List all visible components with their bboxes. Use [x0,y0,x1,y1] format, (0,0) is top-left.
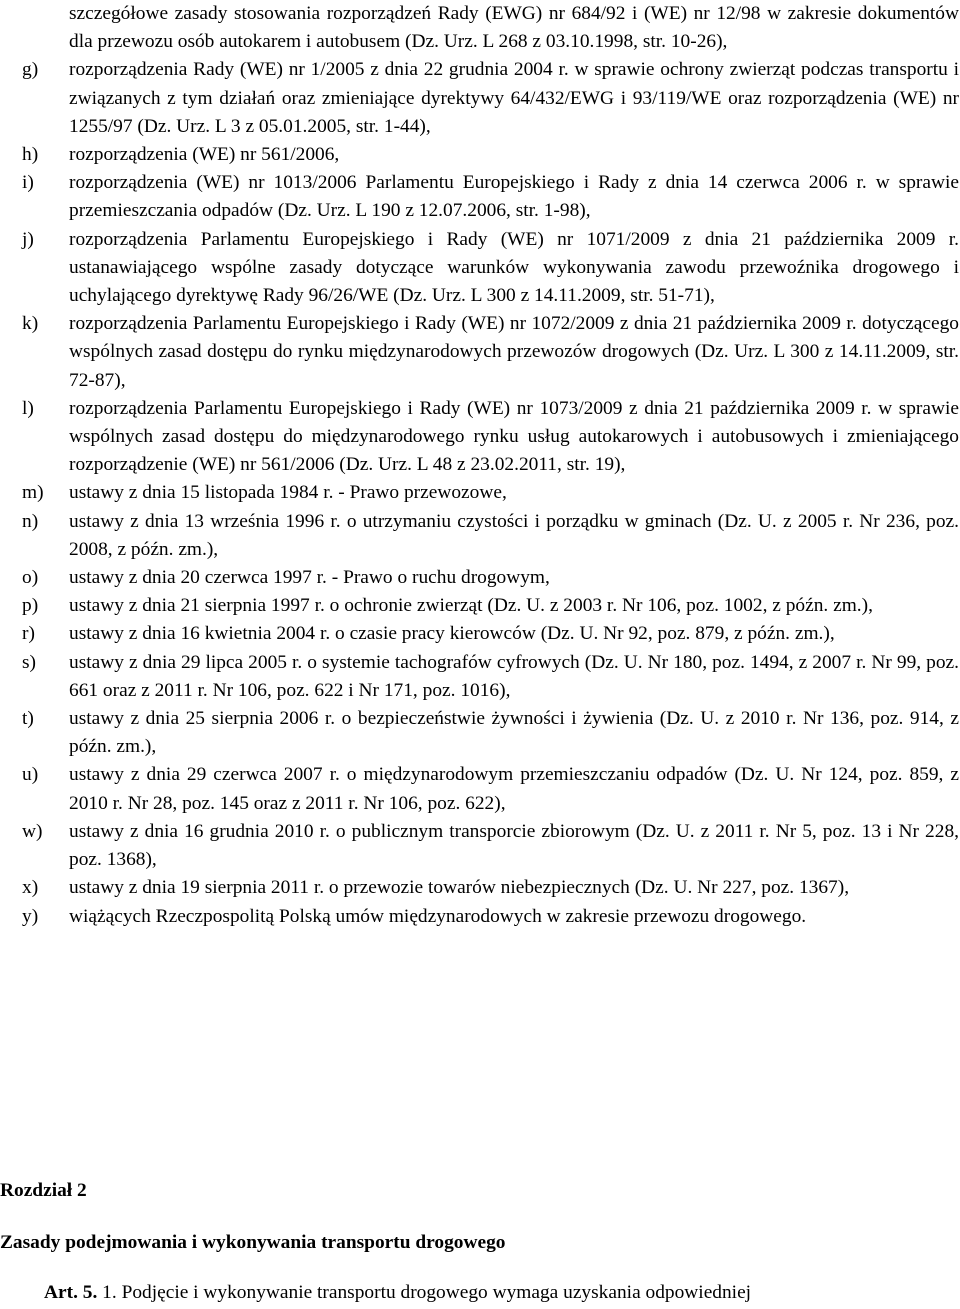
list-item-text: ustawy z dnia 16 kwietnia 2004 r. o czasie pracy kierowców (Dz. U. Nr 92, poz. 879, z późn. zm.), [69,623,835,645]
list-item-text: rozporządzenia (WE) nr 561/2006, [69,144,340,166]
list-item-text: rozporządzenia Parlamentu Europejskiego i Rady (WE) nr 1071/2009 z dnia 21 października 2009 r. ustanawiającego wspólne zasady dotyczące warunków wykonywania zawodu przewoźnika drogowego i uchylającego dyrektywę Rady 96/26/WE (Dz. Urz. L 300 z 14.11.2009, str. 51-71), [69,228,959,307]
list-item-text: ustawy z dnia 13 września 1996 r. o utrzymaniu czystości i porządku w gminach (Dz. U. z 2005 r. Nr 236, poz. 2008, z późn. zm.), [69,510,959,560]
list-item-text: wiążących Rzeczpospolitą Polską umów międzynarodowych w zakresie przewozu drogowego. [69,905,807,927]
list-item-text: ustawy z dnia 29 czerwca 2007 r. o międzynarodowym przemieszczaniu odpadów (Dz. U. Nr 124, poz. 859, z 2010 r. Nr 28, poz. 145 oraz z 2011 r. Nr 106, poz. 622), [69,764,959,814]
list-item-text: ustawy z dnia 19 sierpnia 2011 r. o przewozie towarów niebezpiecznych (Dz. U. Nr 227, poz. 1367), [69,877,850,899]
list-marker: i) [22,172,34,194]
list-item-text: szczegółowe zasady stosowania rozporządzeń Rady (EWG) nr 684/92 i (WE) nr 12/98 w zakresie dokumentów dla przewozu osób autokarem i autobusem (Dz. Urz. L 268 z 03.10.1998, str. 10-26), [69,3,959,53]
list-item [0,508,959,564]
list-item [0,761,959,817]
list-item-text: ustawy z dnia 29 lipca 2005 r. o systemie tachografów cyfrowych (Dz. U. Nr 180, poz. 1494, z 2007 r. Nr 99, poz. 661 oraz z 2011 r. Nr 106, poz. 622 i Nr 171, poz. 1016), [69,651,959,701]
list-item-text: rozporządzenia (WE) nr 1013/2006 Parlamentu Europejskiego i Rady z dnia 14 czerwca 2006 r. w sprawie przemieszczania odpadów (Dz. Urz. L 190 z 12.07.2006, str. 1-98), [69,172,959,222]
list-item [0,874,959,902]
list-item [0,0,959,56]
list-item [0,649,959,705]
list-marker: k) [22,313,39,335]
list-item [0,226,959,311]
article-label: Art. 5. [44,1282,98,1303]
article-text: 1. Podjęcie i wykonywanie transportu drogowego wymaga uzyskania odpowiedniej [102,1282,752,1303]
chapter-heading: Rozdział 2 [0,1180,87,1201]
list-item [0,818,959,874]
list-marker: m) [22,482,44,504]
list-item-text: rozporządzenia Rady (WE) nr 1/2005 z dnia 22 grudnia 2004 r. w sprawie ochrony zwierząt podczas transportu i związanych z tym działań oraz zmieniające dyrektywy 64/432/EWG i 93/119/WE oraz rozporządzenia (WE) nr 1255/97 (Dz. Urz. L 3 z 05.01.2005, str. 1-44), [69,59,959,137]
list-item [0,592,959,620]
list-item-text: rozporządzenia Parlamentu Europejskiego i Rady (WE) nr 1073/2009 z dnia 21 października 2009 r. w sprawie wspólnych zasad dostępu do międzynarodowego rynku usług autokarowych i autobusowych i zmieniającego rozporządzenie (WE) nr 561/2006 (Dz. Urz. L 48 z 23.02.2011, str. 19), [69,397,959,476]
list-item [0,479,959,507]
list-marker: u) [22,764,39,786]
list-item [0,903,959,931]
list-item [0,705,959,761]
list-item-text: ustawy z dnia 25 sierpnia 2006 r. o bezpieczeństwie żywności i żywienia (Dz. U. z 2010 r. Nr 136, poz. 914, z późn. zm.), [69,708,959,758]
chapter-title: Zasady podejmowania i wykonywania transportu drogowego [0,1232,506,1253]
list-marker: h) [22,144,39,166]
list-marker: p) [22,595,39,617]
list-item-text: ustawy z dnia 20 czerwca 1997 r. - Prawo o ruchu drogowym, [69,567,550,589]
list-marker: r) [22,623,35,645]
list-marker: j) [22,228,34,250]
list-marker: y) [22,905,39,927]
list-item [0,564,959,592]
list-marker: w) [22,820,43,842]
list-marker: t) [22,708,34,730]
list-item [0,395,959,480]
list-item [0,169,959,225]
list-item-text: ustawy z dnia 16 grudnia 2010 r. o publicznym transporcie zbiorowym (Dz. U. z 2011 r. Nr 5, poz. 13 i Nr 228, poz. 1368), [69,820,959,871]
list-marker: x) [22,877,39,899]
list-item [0,141,959,169]
list-marker: o) [22,567,39,589]
list-item [0,56,959,141]
list-marker: s) [22,651,37,673]
article-paragraph [44,1279,960,1307]
list-item [0,310,959,395]
list-marker: g) [22,59,39,81]
list-item-text: ustawy z dnia 21 sierpnia 1997 r. o ochronie zwierząt (Dz. U. z 2003 r. Nr 106, poz. 1002, z późn. zm.), [69,595,873,617]
list-marker: l) [22,397,34,419]
list-item-text: ustawy z dnia 15 listopada 1984 r. - Prawo przewozowe, [69,482,507,504]
list-item-text: rozporządzenia Parlamentu Europejskiego i Rady (WE) nr 1072/2009 z dnia 21 października 2009 r. dotyczącego wspólnych zasad dostępu do rynku międzynarodowych przewozów drogowych (Dz. Urz. L 300 z 14.11.2009, str. 72-87), [69,313,959,391]
list-item [0,620,959,648]
list-marker: n) [22,510,39,532]
